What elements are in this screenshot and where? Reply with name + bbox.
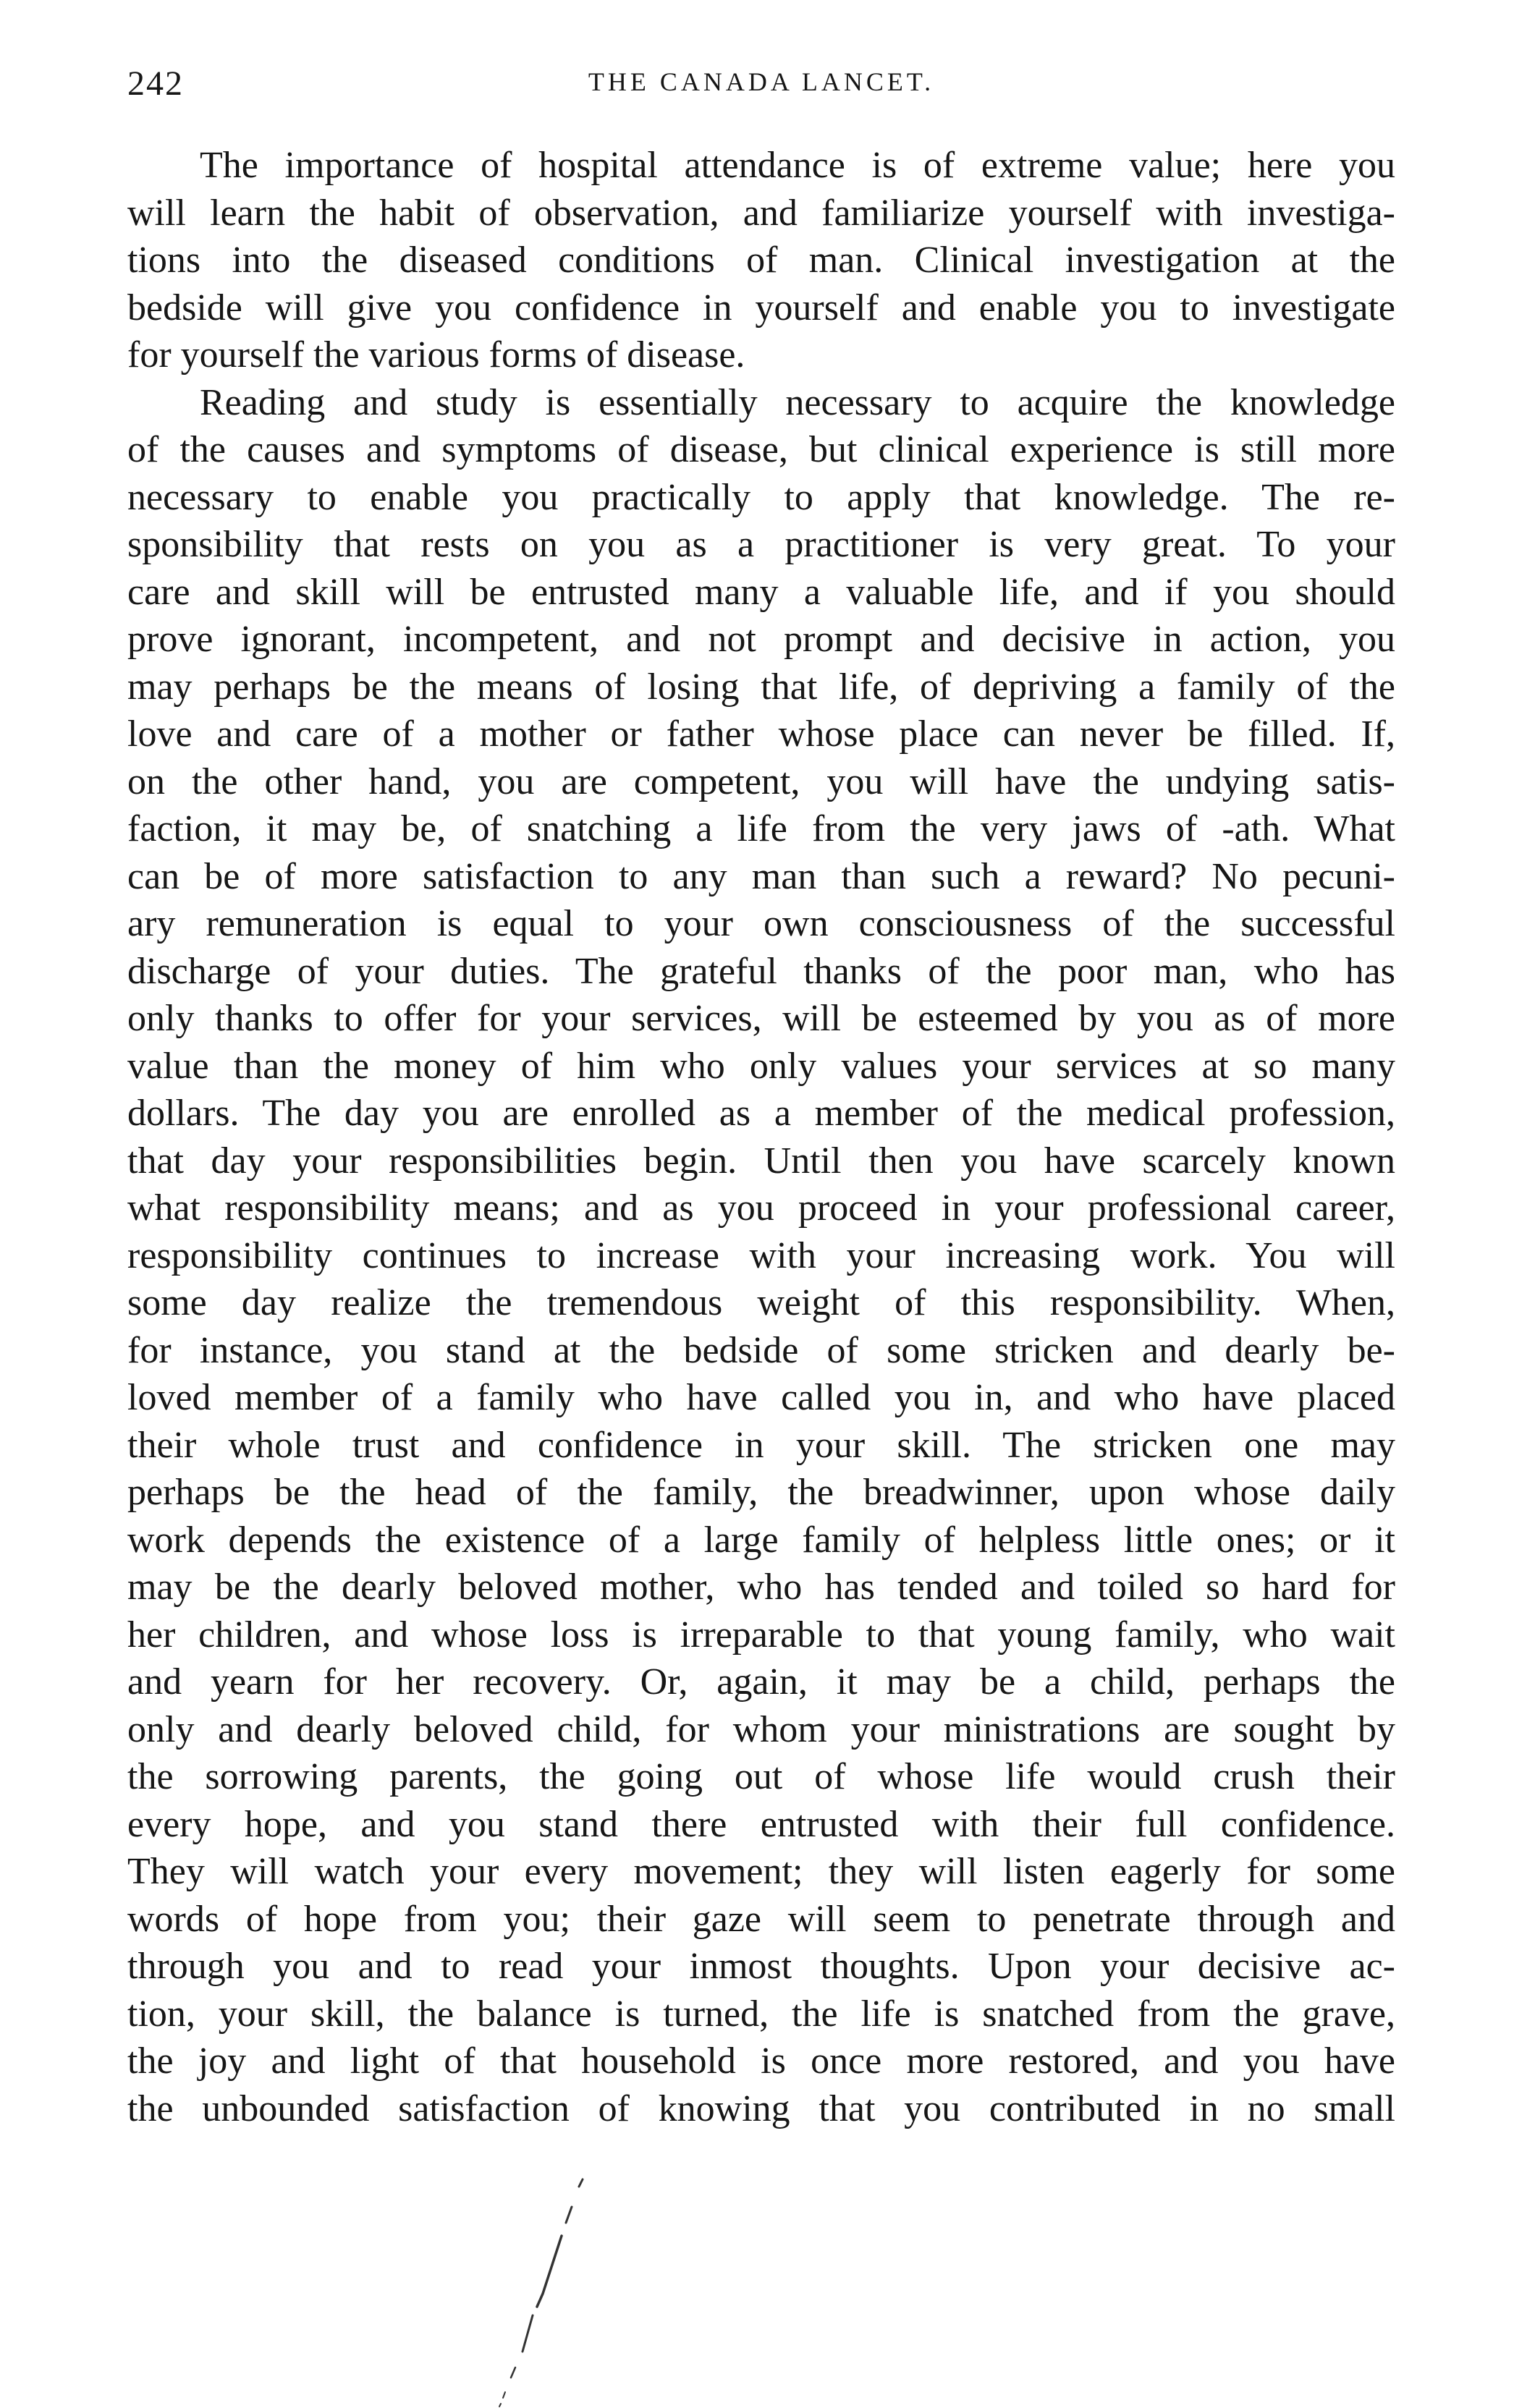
text-line: their whole trust and confidence in your skill. The stricken one may [127,1424,1395,1466]
text-line: the unbounded satisfaction of knowing that you contributed in no small [127,2087,1395,2129]
text-line: only thanks to offer for your services, will be esteemed by you as of more [127,998,1395,1039]
text-line: Reading and study is essentially necessary to acquire the knowledge [200,381,1395,423]
page-number: 242 [127,64,184,103]
text-line: the sorrowing parents, the going out of whose life would crush their [127,1756,1395,1797]
text-line: The importance of hospital attendance is of extreme value; here you [200,145,1395,186]
text-line: some day realize the tremendous weight of this responsibility. When, [127,1282,1395,1323]
text-line: can be of more satisfaction to any man than such a reward? No pecuni- [127,855,1395,897]
text-line: for instance, you stand at the bedside of some stricken and dearly be- [127,1329,1395,1371]
text-line: through you and to read your inmost thoughts. Upon your decisive ac- [127,1946,1395,1987]
text-line: for yourself the various forms of disease. [127,334,745,376]
text-line: of the causes and symptoms of disease, but clinical experience is still more [127,429,1395,470]
text-line: discharge of your duties. The grateful thanks of the poor man, who has [127,950,1395,992]
text-line: what responsibility means; and as you proceed in your professional career, [127,1187,1395,1229]
text-line: They will watch your every movement; they will listen eagerly for some [127,1851,1395,1892]
text-line: necessary to enable you practically to apply that knowledge. The re- [127,476,1395,518]
text-line: sponsibility that rests on you as a practitioner is very great. To your [127,524,1395,565]
text-line: ary remuneration is equal to your own consciousness of the successful [127,903,1395,944]
text-line: tion, your skill, the balance is turned, the life is snatched from the grave, [127,1993,1395,2035]
text-line: care and skill will be entrusted many a valuable life, and if you should [127,571,1395,613]
text-line: on the other hand, you are competent, you will have the undying satis- [127,760,1395,802]
text-line: responsibility continues to increase with your increasing work. You will [127,1234,1395,1276]
paragraph-2 [127,379,1395,2133]
text-line: perhaps be the head of the family, the breadwinner, upon whose daily [127,1472,1395,1513]
pencil-stroke-mark [434,2178,608,2408]
text-line: love and care of a mother or father whose place can never be filled. If, [127,713,1395,755]
paragraph-1 [127,142,1395,379]
text-line: only and dearly beloved child, for whom your ministrations are sought by [127,1708,1395,1750]
running-title: THE CANADA LANCET. [588,67,935,96]
text-line: that day your responsibilities begin. Until then you have scarcely known [127,1140,1395,1182]
text-line: may be the dearly beloved mother, who has tended and toiled so hard for [127,1567,1395,1608]
text-line: dollars. The day you are enrolled as a member of the medical profession, [127,1093,1395,1134]
text-line: work depends the existence of a large family of helpless little ones; or it [127,1519,1395,1561]
text-line: and yearn for her recovery. Or, again, it may be a child, perhaps the [127,1661,1395,1703]
text-line: prove ignorant, incompetent, and not prompt and decisive in action, you [127,619,1395,660]
text-line: will learn the habit of observation, and familiarize yourself with investiga- [127,192,1395,234]
text-line: her children, and whose loss is irreparable to that young family, who wait [127,1614,1395,1656]
page-header [127,64,1395,107]
text-line: may perhaps be the means of losing that life, of depriving a family of the [127,666,1395,708]
body-text [127,142,1395,2132]
text-line: loved member of a family who have called you in, and who have placed [127,1377,1395,1418]
text-line: the joy and light of that household is once more restored, and you have [127,2040,1395,2082]
text-line: words of hope from you; their gaze will seem to penetrate through and [127,1898,1395,1940]
text-line: value than the money of him who only values your services at so many [127,1045,1395,1087]
text-line: bedside will give you confidence in yourself and enable you to investigate [127,287,1395,328]
text-line: tions into the diseased conditions of man. Clinical investigation at the [127,239,1395,281]
text-line: every hope, and you stand there entrusted with their full confidence. [127,1803,1395,1845]
text-line: faction, it may be, of snatching a life from the very jaws of -ath. What [127,808,1395,849]
